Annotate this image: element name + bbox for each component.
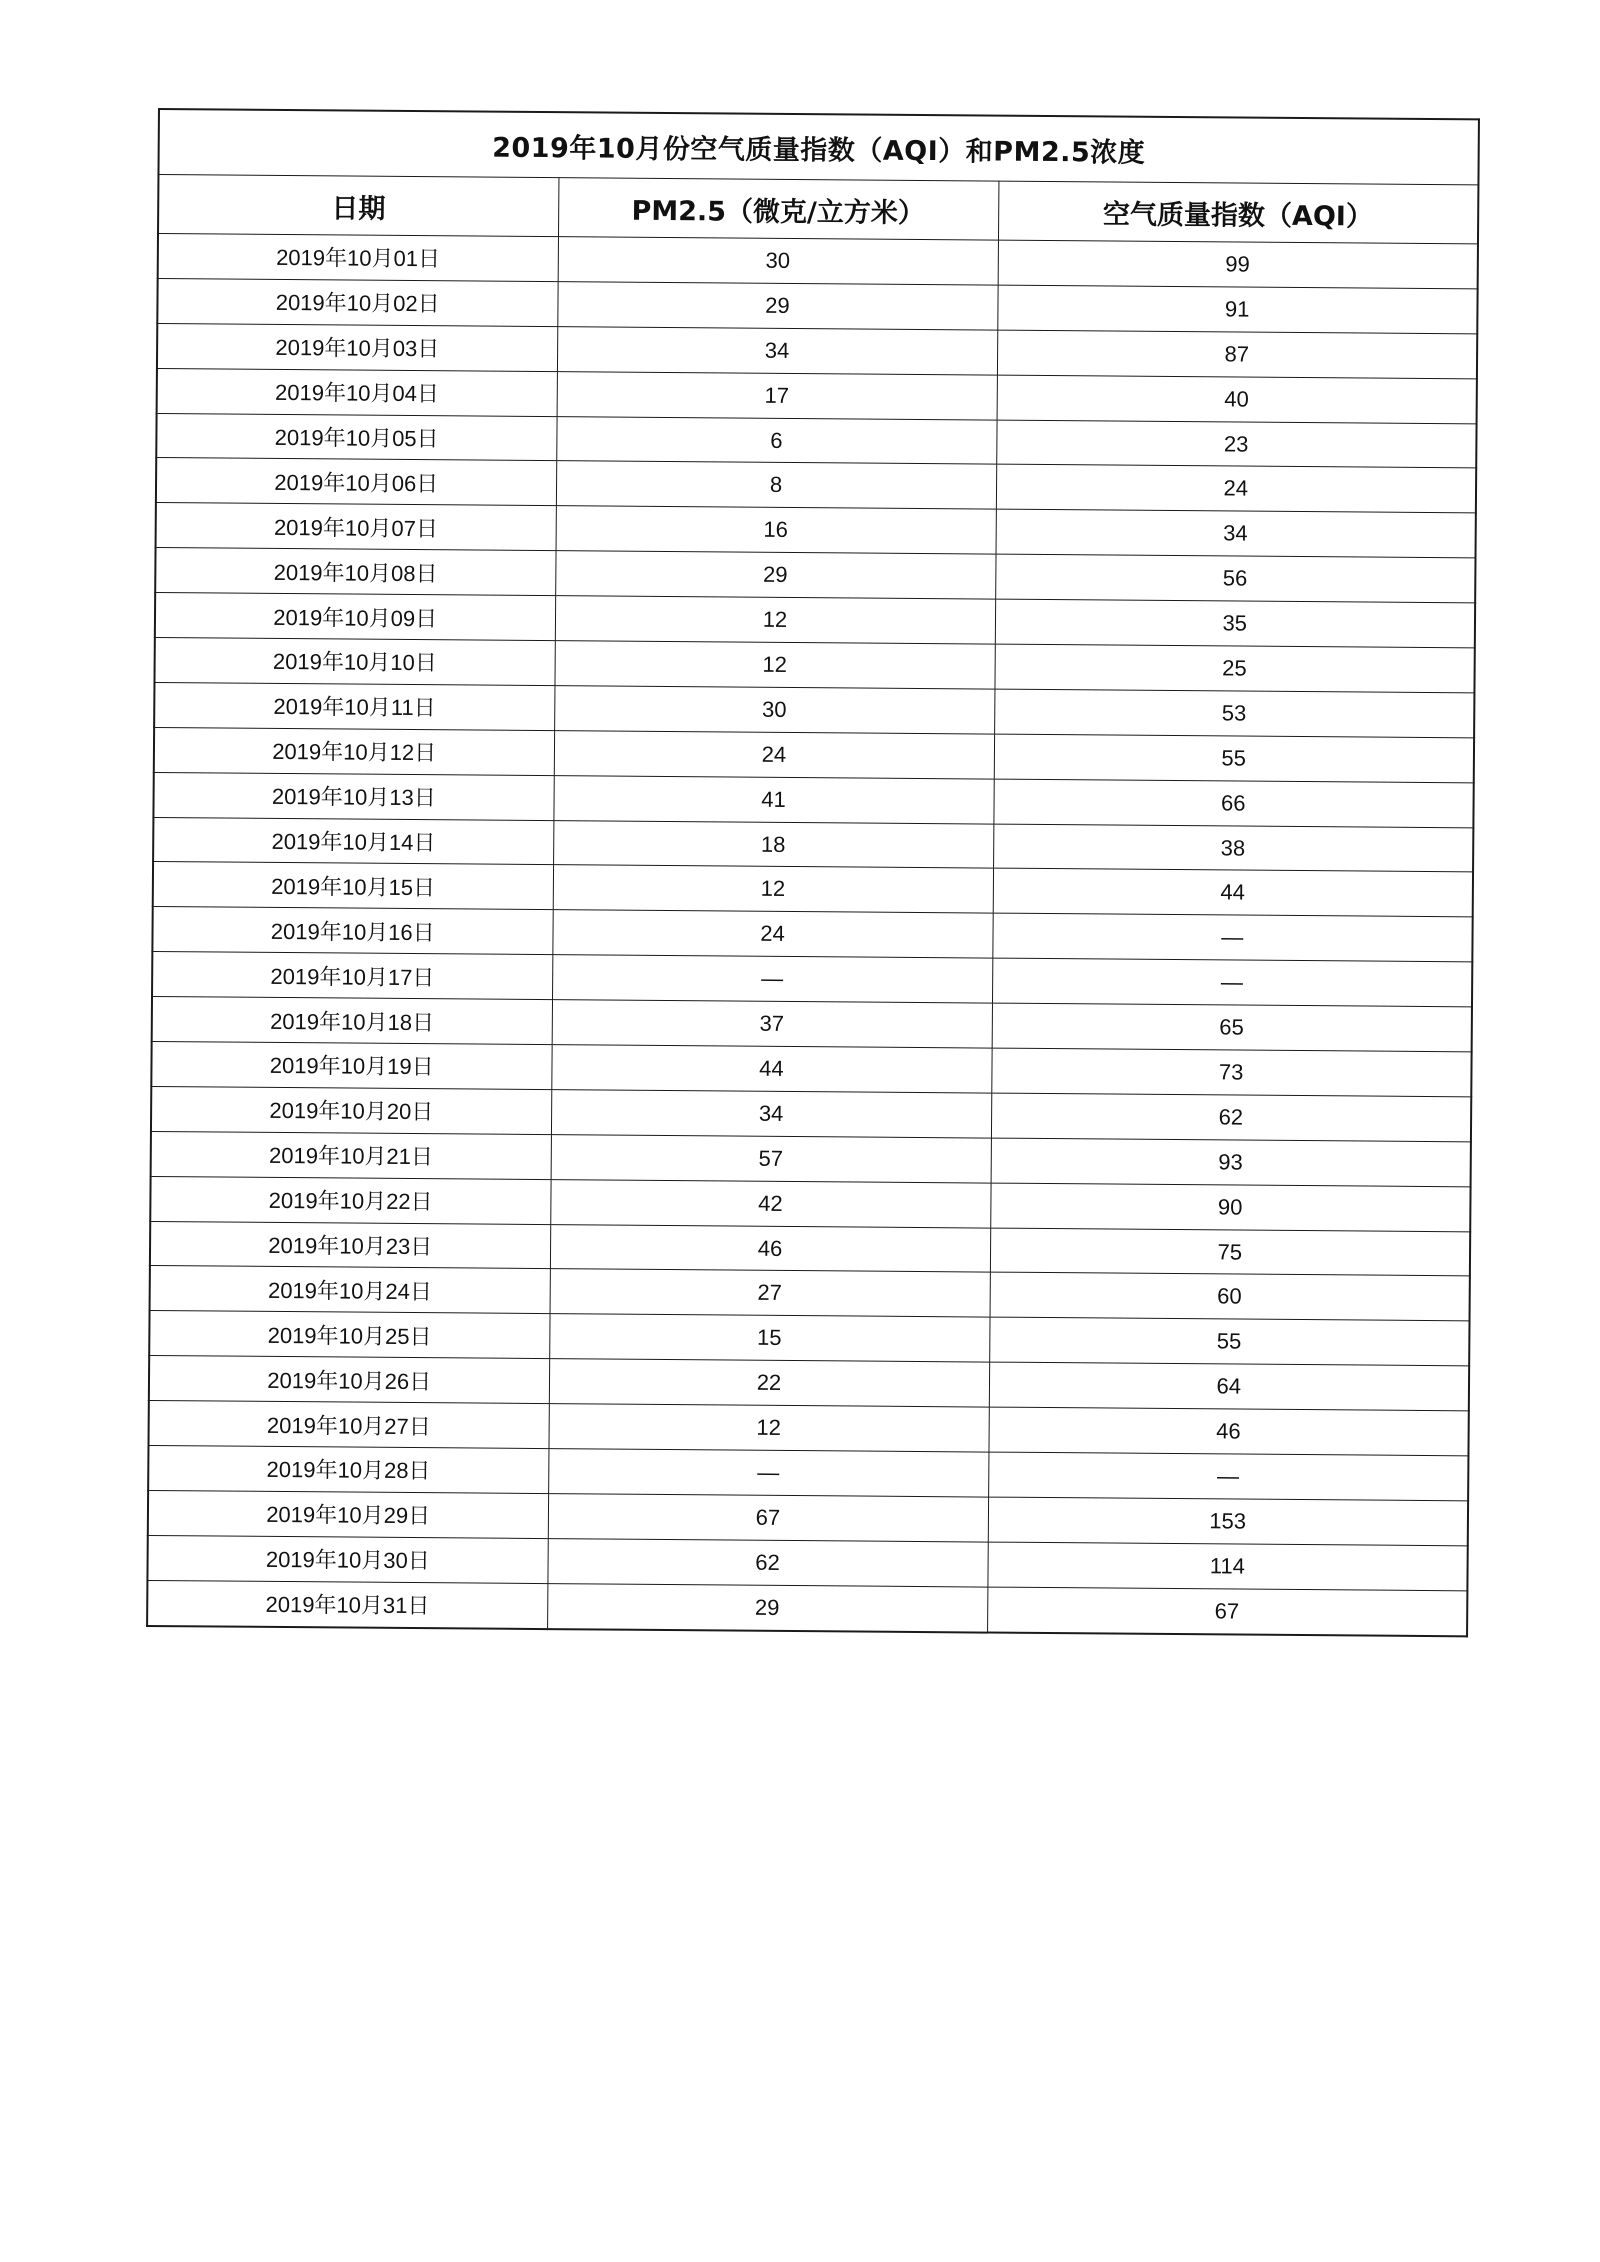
aqi-cell: 114 bbox=[987, 1542, 1467, 1591]
date-cell: 2019年10月09日 bbox=[155, 593, 555, 641]
date-cell: 2019年10月22日 bbox=[150, 1176, 550, 1224]
table-title: 2019年10月份空气质量指数（AQI）和PM2.5浓度 bbox=[158, 109, 1479, 185]
table-title-row bbox=[158, 109, 1479, 185]
header-date: 日期 bbox=[158, 175, 558, 237]
aqi-cell: 153 bbox=[988, 1497, 1468, 1546]
aqi-cell: 25 bbox=[994, 644, 1474, 693]
pm25-cell: 30 bbox=[554, 686, 994, 734]
pm25-cell: 41 bbox=[553, 775, 993, 823]
date-cell: 2019年10月10日 bbox=[154, 638, 554, 686]
pm25-cell: 12 bbox=[554, 641, 994, 689]
pm25-cell: 8 bbox=[556, 461, 996, 509]
date-cell: 2019年10月03日 bbox=[157, 323, 557, 371]
aqi-cell: 73 bbox=[991, 1048, 1471, 1097]
aqi-cell: 60 bbox=[990, 1273, 1470, 1322]
pm25-cell: 22 bbox=[549, 1359, 989, 1407]
aqi-cell: 65 bbox=[992, 1003, 1472, 1052]
pm25-cell: 24 bbox=[552, 910, 992, 958]
column-header-row bbox=[158, 175, 1478, 244]
pm25-cell: 29 bbox=[555, 551, 995, 599]
aqi-cell: 53 bbox=[994, 689, 1474, 738]
table-body bbox=[147, 234, 1478, 1636]
aqi-cell: 87 bbox=[997, 330, 1477, 379]
aqi-table bbox=[146, 108, 1480, 1637]
aqi-cell: 34 bbox=[996, 509, 1476, 558]
aqi-cell: 46 bbox=[988, 1407, 1468, 1456]
date-cell: 2019年10月29日 bbox=[148, 1490, 548, 1538]
aqi-cell: 23 bbox=[996, 420, 1476, 469]
pm25-cell: 16 bbox=[556, 506, 996, 554]
date-cell: 2019年10月30日 bbox=[147, 1535, 547, 1583]
aqi-cell: 62 bbox=[991, 1093, 1471, 1142]
pm25-cell: 15 bbox=[549, 1314, 989, 1362]
aqi-cell: 44 bbox=[993, 869, 1473, 918]
pm25-cell: 27 bbox=[550, 1269, 990, 1317]
pm25-cell: 24 bbox=[554, 730, 994, 778]
pm25-cell: 6 bbox=[556, 416, 996, 464]
date-cell: 2019年10月19日 bbox=[151, 1042, 551, 1090]
aqi-cell: 64 bbox=[989, 1362, 1469, 1411]
date-cell: 2019年10月01日 bbox=[158, 234, 558, 282]
aqi-cell: 40 bbox=[997, 375, 1477, 424]
pm25-cell: 46 bbox=[550, 1224, 990, 1272]
date-cell: 2019年10月05日 bbox=[156, 413, 556, 461]
aqi-cell: 38 bbox=[993, 824, 1473, 873]
date-cell: 2019年10月02日 bbox=[157, 278, 557, 326]
pm25-cell: 67 bbox=[548, 1494, 988, 1542]
pm25-cell: — bbox=[552, 955, 992, 1003]
aqi-cell: 91 bbox=[997, 285, 1477, 334]
aqi-cell: 56 bbox=[995, 554, 1475, 603]
date-cell: 2019年10月25日 bbox=[149, 1311, 549, 1359]
aqi-cell: 99 bbox=[998, 240, 1478, 289]
pm25-cell: 44 bbox=[551, 1045, 991, 1093]
date-cell: 2019年10月04日 bbox=[157, 368, 557, 416]
aqi-cell: 35 bbox=[995, 599, 1475, 648]
pm25-cell: — bbox=[548, 1449, 988, 1497]
pm25-cell: 62 bbox=[547, 1538, 987, 1586]
aqi-cell: 67 bbox=[987, 1587, 1467, 1636]
date-cell: 2019年10月15日 bbox=[153, 862, 553, 910]
pm25-cell: 34 bbox=[557, 326, 997, 374]
aqi-cell: 66 bbox=[993, 779, 1473, 828]
pm25-cell: 17 bbox=[557, 371, 997, 419]
pm25-cell: 12 bbox=[548, 1404, 988, 1452]
pm25-cell: 29 bbox=[547, 1583, 987, 1632]
pm25-cell: 30 bbox=[558, 237, 998, 285]
aqi-cell: — bbox=[992, 913, 1472, 962]
aqi-cell: 55 bbox=[989, 1317, 1469, 1366]
aqi-cell: 90 bbox=[990, 1183, 1470, 1232]
date-cell: 2019年10月28日 bbox=[148, 1446, 548, 1494]
date-cell: 2019年10月08日 bbox=[155, 548, 555, 596]
date-cell: 2019年10月14日 bbox=[153, 817, 553, 865]
date-cell: 2019年10月26日 bbox=[149, 1356, 549, 1404]
date-cell: 2019年10月16日 bbox=[152, 907, 552, 955]
aqi-cell: — bbox=[988, 1452, 1468, 1501]
aqi-cell: 75 bbox=[990, 1228, 1470, 1277]
date-cell: 2019年10月12日 bbox=[154, 727, 554, 775]
date-cell: 2019年10月06日 bbox=[156, 458, 556, 506]
pm25-cell: 34 bbox=[551, 1090, 991, 1138]
date-cell: 2019年10月07日 bbox=[156, 503, 556, 551]
date-cell: 2019年10月13日 bbox=[153, 772, 553, 820]
header-aqi: 空气质量指数（AQI） bbox=[998, 181, 1478, 244]
pm25-cell: 18 bbox=[553, 820, 993, 868]
date-cell: 2019年10月17日 bbox=[152, 952, 552, 1000]
pm25-cell: 42 bbox=[550, 1179, 990, 1227]
pm25-cell: 29 bbox=[557, 282, 997, 330]
date-cell: 2019年10月11日 bbox=[154, 682, 554, 730]
table-row bbox=[147, 1580, 1467, 1636]
aqi-cell: — bbox=[992, 958, 1472, 1007]
header-pm25: PM2.5（微克/立方米） bbox=[558, 178, 998, 240]
table-container bbox=[146, 108, 1478, 1637]
aqi-cell: 93 bbox=[991, 1138, 1471, 1187]
pm25-cell: 37 bbox=[552, 1000, 992, 1048]
date-cell: 2019年10月27日 bbox=[148, 1401, 548, 1449]
date-cell: 2019年10月31日 bbox=[147, 1580, 547, 1629]
date-cell: 2019年10月24日 bbox=[150, 1266, 550, 1314]
pm25-cell: 57 bbox=[551, 1134, 991, 1182]
pm25-cell: 12 bbox=[555, 596, 995, 644]
pm25-cell: 12 bbox=[553, 865, 993, 913]
date-cell: 2019年10月23日 bbox=[150, 1221, 550, 1269]
date-cell: 2019年10月21日 bbox=[151, 1131, 551, 1179]
aqi-cell: 55 bbox=[994, 734, 1474, 783]
date-cell: 2019年10月20日 bbox=[151, 1086, 551, 1134]
date-cell: 2019年10月18日 bbox=[152, 997, 552, 1045]
aqi-cell: 24 bbox=[996, 465, 1476, 514]
